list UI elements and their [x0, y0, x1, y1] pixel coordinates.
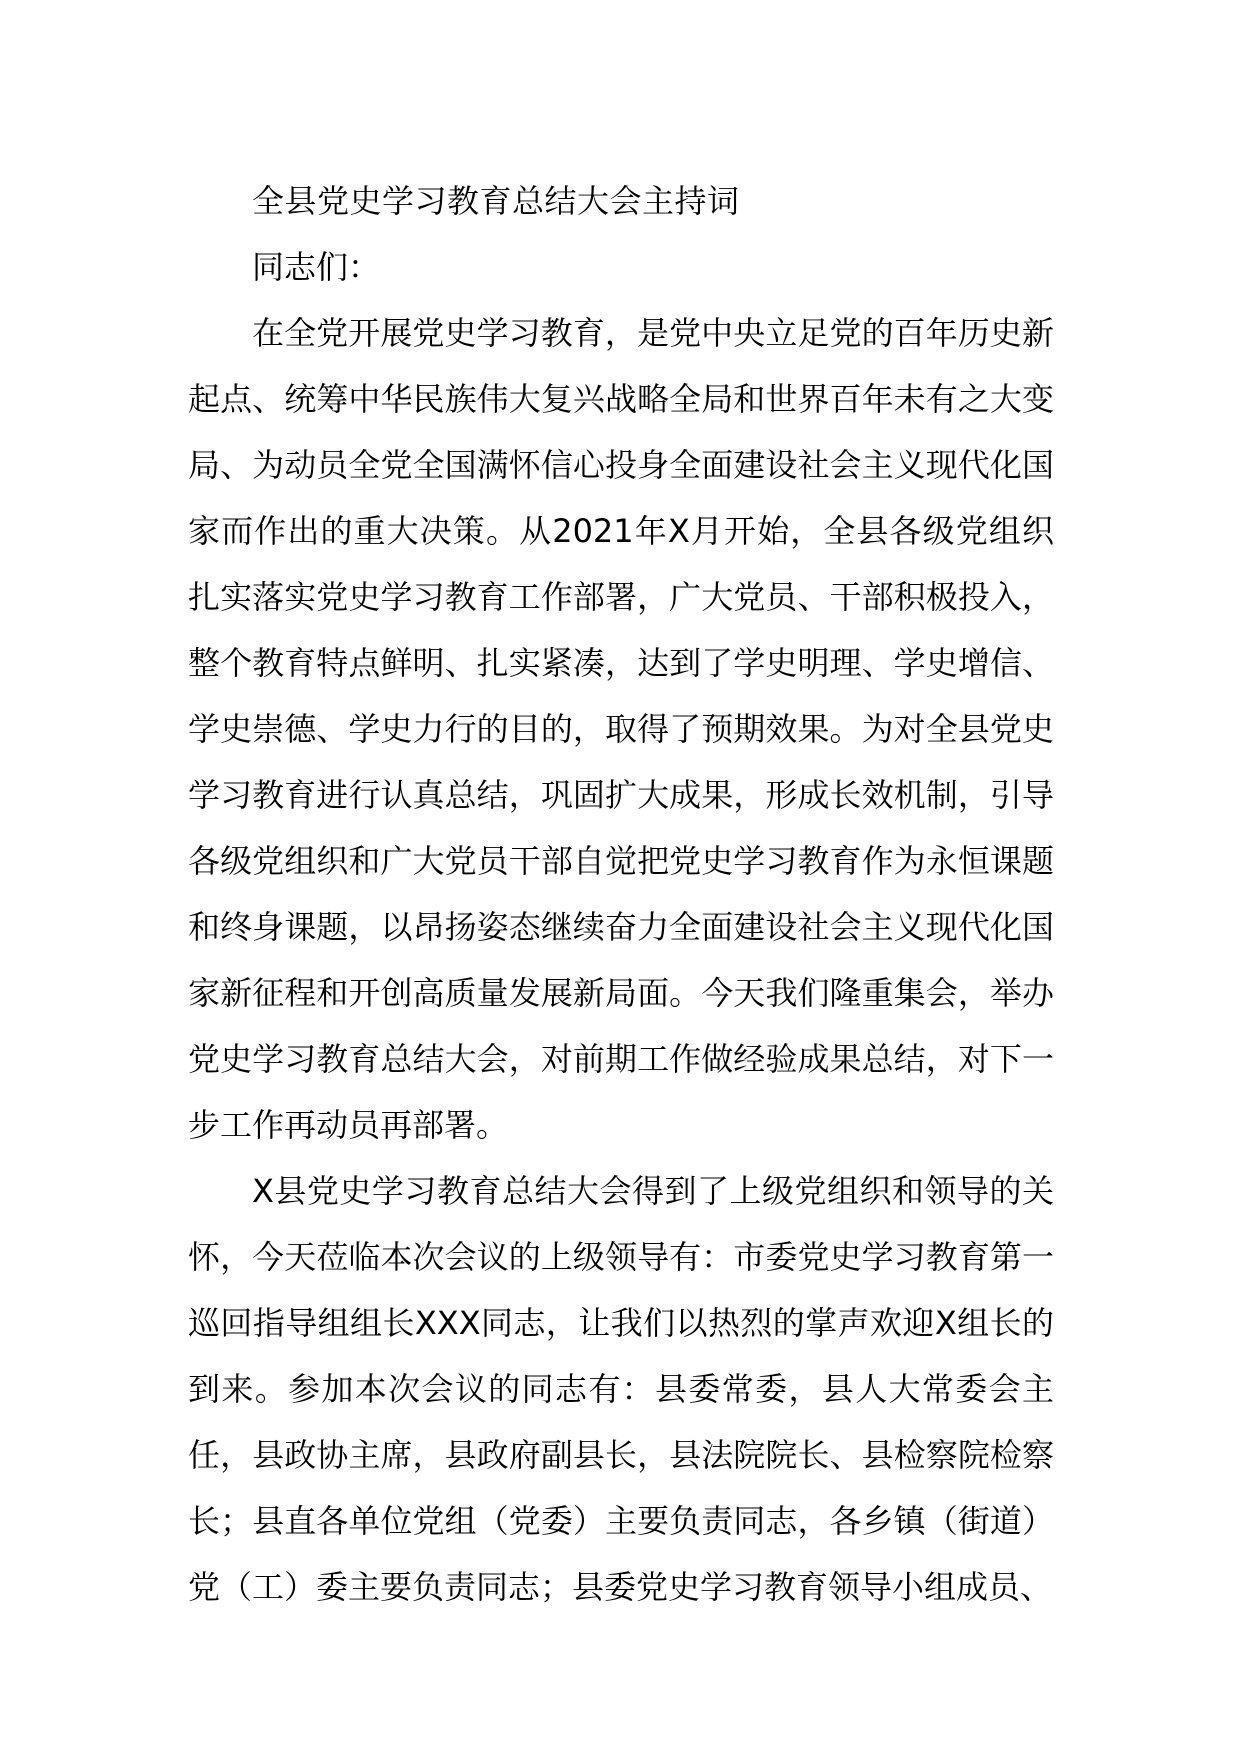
document-title: 全县党史学习教育总结大会主持词 [252, 182, 740, 220]
document-body [188, 168, 1054, 1620]
salutation: 同志们： [252, 248, 381, 286]
paragraph-2: X县党史学习教育总结大会得到了上级党组织和领导的关怀，今天莅临本次会议的上级领导有：市委党史学习教育第一巡回指导组组长XXX同志，让我们以热烈的掌声欢迎X组长的到来。参加本次会议的同志有：县委常委，县人大常委会主任，县政协主席，县政府副县长，县法院院长、县检察院检察长；县直各单位党组（党委）主要负责同志，各乡镇（街道）党（工）委主要负责同志；县委党史学习教育领导小组成员、 [188, 1172, 1054, 1606]
paragraph-1: 在全党开展党史学习教育，是党中央立足党的百年历史新起点、统筹中华民族伟大复兴战略全局和世界百年未有之大变局、为动员全党全国满怀信心投身全面建设社会主义现代化国家而作出的重大决策。从2021年X月开始，全县各级党组织扎实落实党史学习教育工作部署，广大党员、干部积极投入，整个教育特点鲜明、扎实紧凑，达到了学史明理、学史增信、学史崇德、学史力行的目的，取得了预期效果。为对全县党史学习教育进行认真总结，巩固扩大成果，形成长效机制，引导各级党组织和广大党员干部自觉把党史学习教育作为永恒课题和终身课题，以昂扬姿态继续奋力全面建设社会主义现代化国家新征程和开创高质量发展新局面。今天我们隆重集会，举办党史学习教育总结大会，对前期工作做经验成果总结，对下一步工作再动员再部署。 [188, 314, 1054, 1144]
